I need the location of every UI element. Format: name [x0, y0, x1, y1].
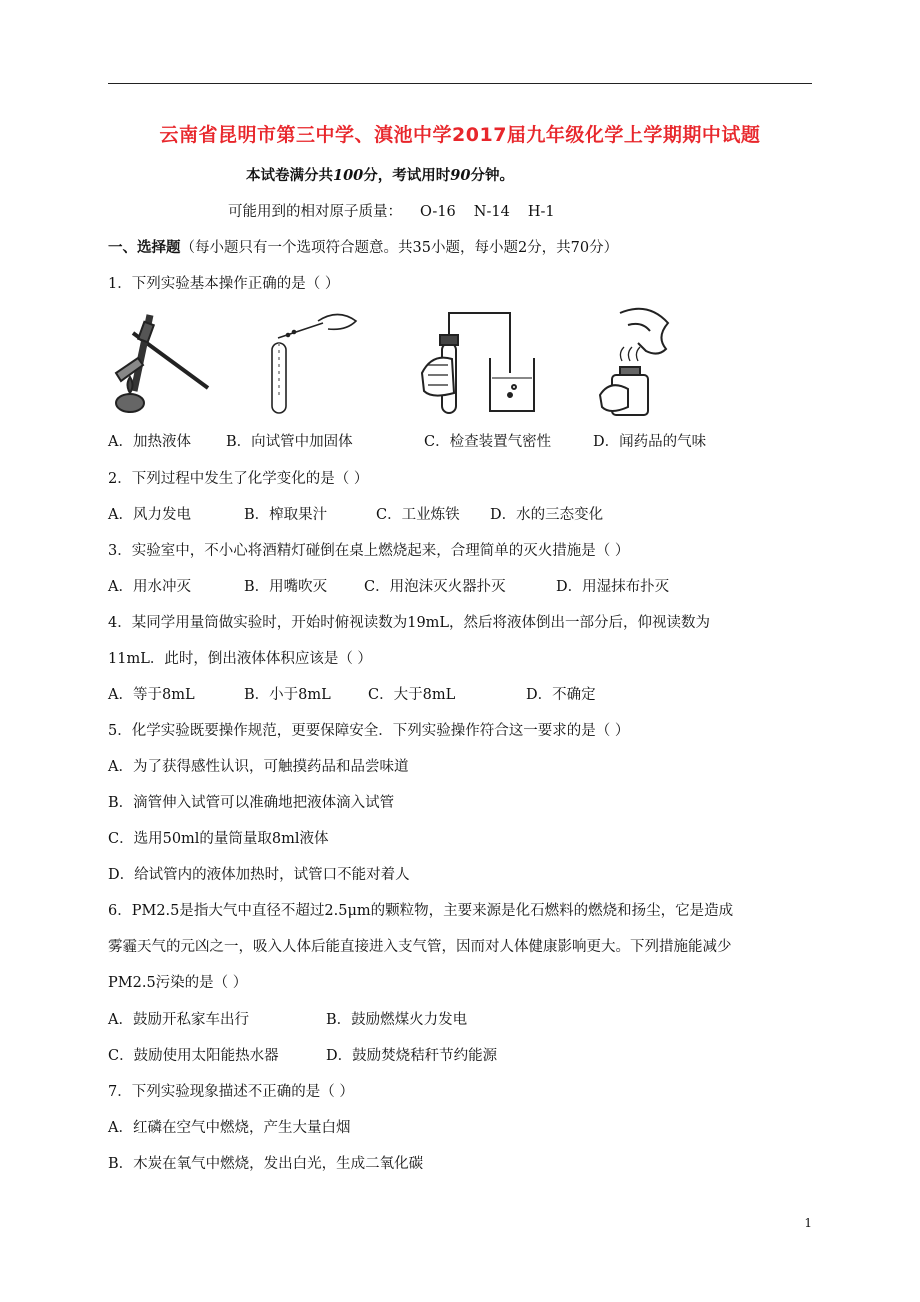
- q5-option-b: B．滴管伸入试管可以准确地把液体滴入试管: [108, 795, 395, 811]
- q5-stem: 5．化学实验既要操作规范，更要保障安全．下列实验操作符合这一要求的是（ ）: [108, 723, 630, 739]
- q2-options: A．风力发电 B．榨取果汁 C．工业炼铁 D．水的三态变化: [108, 507, 604, 523]
- score-note: 本试卷满分共100分，考试用时90分钟。: [246, 167, 514, 184]
- page-number: 1: [804, 1216, 812, 1230]
- q7-option-a: A．红磷在空气中燃烧，产生大量白烟: [108, 1120, 351, 1136]
- q6-stem-line1: 6．PM2.5是指大气中直径不超过2.5μm的颗粒物，主要来源是化石燃料的燃烧和扬尘，它是造成: [108, 903, 734, 919]
- q4-stem-line1: 4．某同学用量筒做实验时，开始时俯视读数为19mL，然后将液体倒出一部分后，仰视读数为: [108, 615, 711, 631]
- q1-options: A．加热液体 B．向试管中加固体 C．检查装置气密性 D．闻药品的气味: [108, 434, 707, 450]
- q7-stem: 7．下列实验现象描述不正确的是（ ）: [108, 1084, 354, 1100]
- airtightness-check-figure: [418, 303, 548, 418]
- q6-stem-line3: PM2.5污染的是（ ）: [108, 975, 248, 991]
- q1-stem: 1．下列实验基本操作正确的是（ ）: [108, 276, 340, 292]
- page-title: 云南省昆明市第三中学、滇池中学2017届九年级化学上学期期中试题: [159, 124, 761, 146]
- q1-figures: [108, 303, 728, 423]
- q6-options-ab: A．鼓励开私家车出行 B．鼓励燃煤火力发电: [108, 1012, 468, 1028]
- q3-stem: 3．实验室中，不小心将酒精灯碰倒在桌上燃烧起来，合理简单的灭火措施是（ ）: [108, 543, 630, 559]
- header-rule: [108, 83, 812, 84]
- adding-solid-figure: [258, 303, 368, 418]
- q4-options: A．等于8mL B．小于8mL C．大于8mL D．不确定: [108, 687, 596, 703]
- atomic-masses: 可能用到的相对原子质量： O-16 N-14 H-1: [228, 204, 555, 220]
- q5-option-a: A．为了获得感性认识，可触摸药品和品尝味道: [108, 759, 409, 775]
- q6-options-cd: C．鼓励使用太阳能热水器 D．鼓励焚烧秸秆节约能源: [108, 1048, 498, 1064]
- q6-stem-line2: 雾霾天气的元凶之一，吸入人体后能直接进入支气管，因而对人体健康影响更大。下列措施能减少: [108, 939, 732, 955]
- q5-option-c: C．选用50ml的量筒量取8ml液体: [108, 831, 329, 847]
- q3-options: A．用水冲灭 B．用嘴吹灭 C．用泡沫灭火器扑灭 D．用湿抹布扑灭: [108, 579, 670, 595]
- section-heading: 一、选择题（每小题只有一个选项符合题意。共35小题，每小题2分，共70分）: [108, 239, 619, 256]
- heating-liquid-figure: [108, 303, 218, 418]
- q2-stem: 2．下列过程中发生了化学变化的是（ ）: [108, 471, 369, 487]
- q5-option-d: D．给试管内的液体加热时，试管口不能对着人: [108, 867, 410, 883]
- q4-stem-line2: 11mL．此时，倒出液体体积应该是（ ）: [108, 651, 372, 667]
- q7-option-b: B．木炭在氧气中燃烧，发出白光，生成二氧化碳: [108, 1156, 424, 1172]
- smelling-figure: [598, 303, 708, 418]
